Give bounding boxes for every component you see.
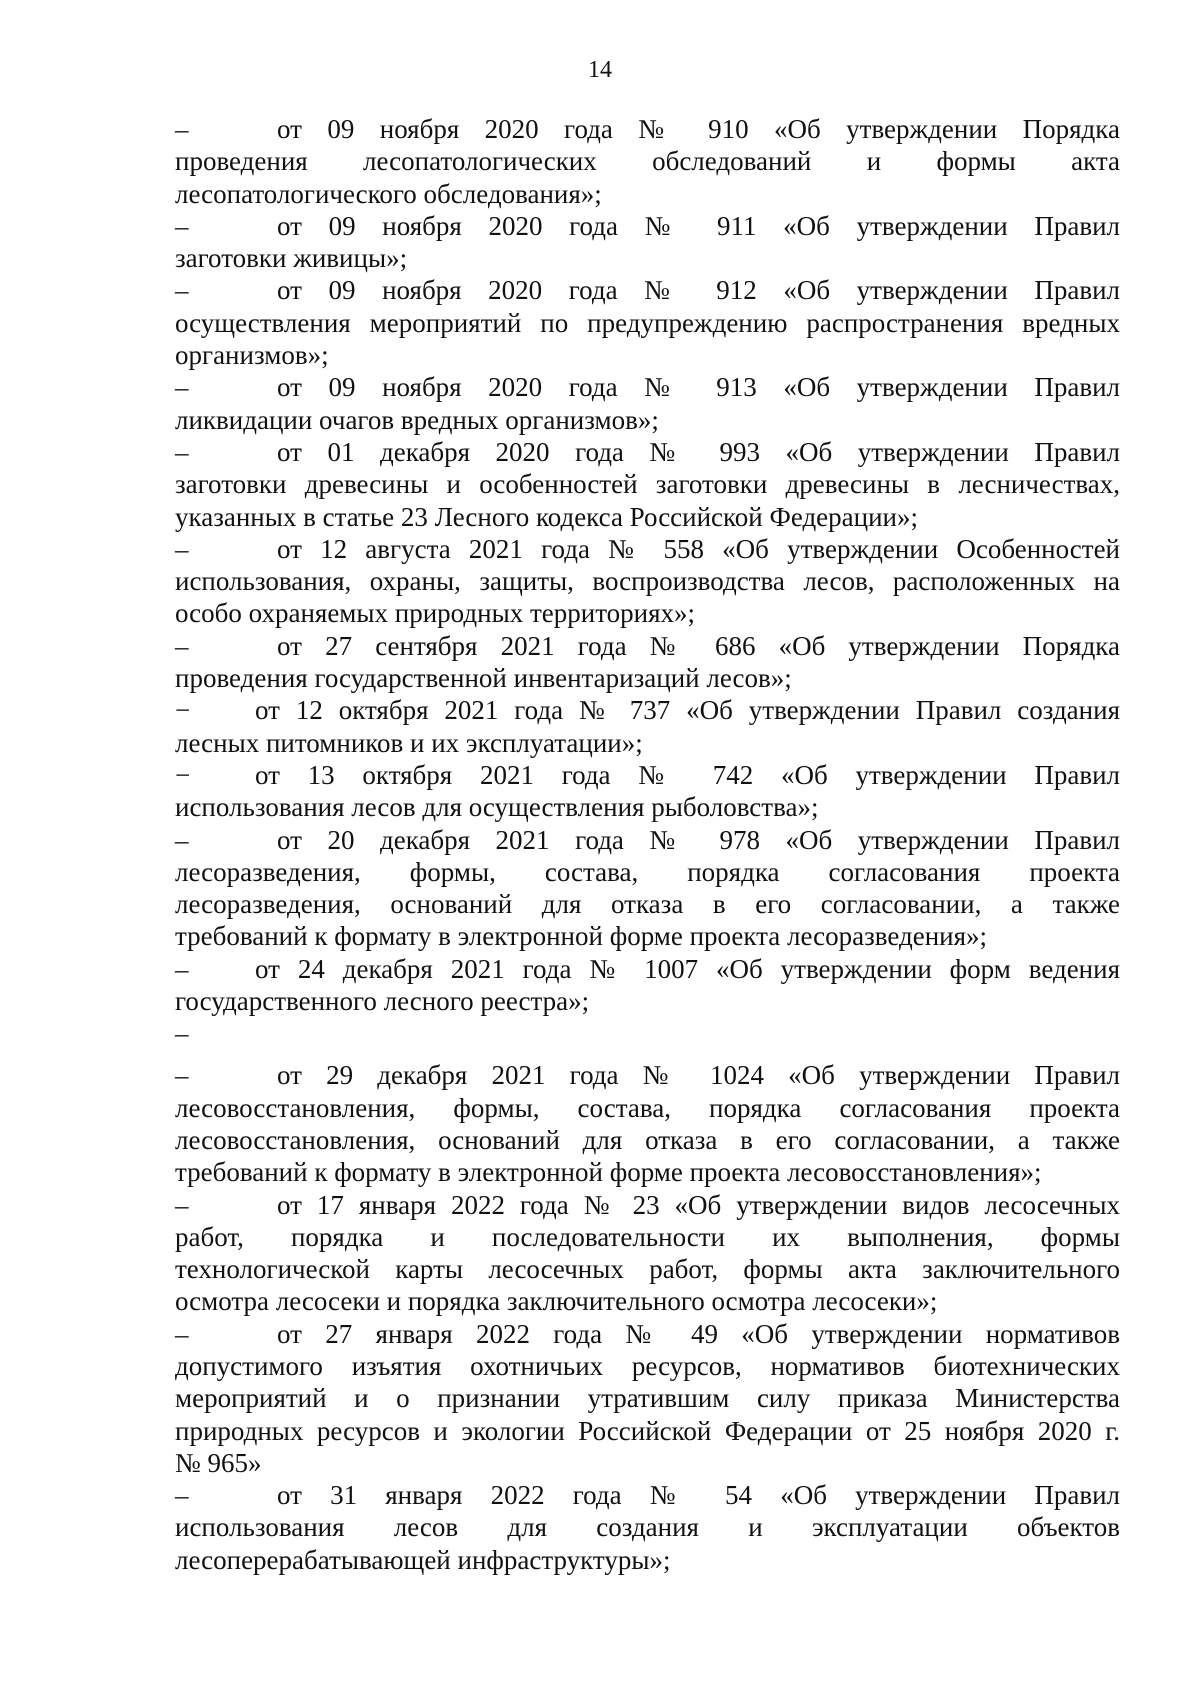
list-item [175,371,1120,436]
text-line: от 12 октября 2021 года № 737 «Об утверждении Правил создания [255,695,1120,726]
list-item [175,1479,1120,1576]
list-item [175,824,1120,953]
dash-marker: – [175,824,189,855]
document-body [175,113,1120,1576]
text-line: от 12 августа 2021 года № 558 «Об утверждении Особенностей [277,533,1120,564]
text-line: от 24 декабря 2021 года № 1007 «Об утверждении форм ведения [255,953,1120,984]
text-line: особо охраняемых природных территориях»; [175,598,696,629]
text-line: государственного лесного реестра»; [175,986,590,1017]
text-line: от 17 января 2022 года № 23 «Об утверждении видов лесосечных [277,1189,1120,1220]
page-number: 14 [588,57,612,83]
text-line: от 09 ноября 2020 года № 911 «Об утверждении Правил [277,210,1120,241]
text-line: использования, охраны, защиты, воспроизводства лесов, расположенных на [175,566,1120,597]
text-line: осмотра лесосеки и порядка заключительного осмотра лесосеки»; [175,1286,938,1317]
text-line: от 27 сентября 2021 года № 686 «Об утверждении Порядка [277,630,1120,661]
dash-marker: – [175,1318,189,1349]
text-line: лесных питомников и их эксплуатации»; [175,727,643,758]
list-item [175,1318,1120,1479]
text-line: заготовки живицы»; [175,243,408,274]
text-line: лесовосстановления, формы, состава, порядка согласования проекта [175,1092,1120,1123]
text-line: использования лесов для создания и эксплуатации объектов [175,1512,1120,1543]
text-line: использования лесов для осуществления рыболовства»; [175,792,819,823]
text-line: лесоразведения, формы, состава, порядка согласования проекта [175,856,1120,887]
text-line: лесовосстановления, оснований для отказа в его согласовании, а также [175,1124,1120,1155]
text-line: лесоперерабатывающей инфраструктуры»; [175,1544,671,1575]
text-line: мероприятий и о признании утратившим силу приказа Министерства [175,1383,1120,1414]
dash-marker: – [175,953,189,984]
dash-marker: – [175,1018,189,1049]
list-item [175,274,1120,371]
list-item [175,113,1120,210]
text-line: технологической карты лесосечных работ, формы акта заключительного [175,1254,1120,1285]
text-line: лесопатологического обследования»; [175,178,602,209]
list-item [175,694,1120,759]
text-line: от 31 января 2022 года № 54 «Об утверждении Правил [277,1480,1120,1511]
text-line: указанных в статье 23 Лесного кодекса Российской Федерации»; [175,501,919,532]
text-line: от 09 ноября 2020 года № 913 «Об утверждении Правил [277,372,1120,403]
text-line: проведения лесопатологических обследований и формы акта [175,146,1120,177]
text-line: ликвидации очагов вредных организмов»; [175,404,659,435]
dash-marker: – [175,114,189,144]
list-item [175,759,1120,824]
dash-marker: – [175,1060,189,1091]
text-line: допустимого изъятия охотничьих ресурсов, нормативов биотехнических [175,1350,1120,1381]
list-item [175,210,1120,275]
text-line: заготовки древесины и особенностей заготовки древесины в лесничествах, [175,469,1120,500]
dash-marker: – [175,436,189,467]
dash-marker: − [175,695,191,726]
text-line: от 01 декабря 2020 года № 993 «Об утверждении Правил [277,436,1120,467]
dash-marker: – [175,1480,189,1511]
text-line: от 27 января 2022 года № 49 «Об утверждении нормативов [277,1318,1120,1349]
text-line: проведения государственной инвентаризаций лесов»; [175,663,792,694]
dash-marker: – [175,533,189,564]
list-item [175,953,1120,1018]
text-line: лесоразведения, оснований для отказа в его согласовании, а также [175,889,1120,920]
dash-marker: – [175,210,189,241]
text-line: работ, порядка и последовательности их выполнения, формы [175,1221,1120,1252]
text-line: от 29 декабря 2021 года № 1024 «Об утверждении Правил [277,1060,1120,1091]
dash-marker: – [175,275,189,306]
list-item [175,436,1120,533]
list-item [175,630,1120,695]
dash-marker: − [175,759,191,790]
text-line: организмов»; [175,340,329,371]
text-line: от 20 декабря 2021 года № 978 «Об утверждении Правил [277,824,1120,855]
list-item [175,1189,1120,1318]
text-line: от 09 ноября 2020 года № 910 «Об утверждении Порядка [277,114,1120,144]
list-item [175,1017,1120,1059]
text-line: требований к формату в электронной форме проекта лесоразведения»; [175,921,988,952]
text-line: от 13 октября 2021 года № 742 «Об утверждении Правил [255,759,1120,790]
list-item [175,533,1120,630]
text-line: от 09 ноября 2020 года № 912 «Об утверждении Правил [277,275,1120,306]
list-item [175,1059,1120,1188]
text-line: № 965» [175,1447,262,1478]
text-line: требований к формату в электронной форме проекта лесовосстановления»; [175,1157,1042,1188]
dash-marker: – [175,372,189,403]
text-line: природных ресурсов и экологии Российской Федерации от 25 ноября 2020 г. [175,1415,1120,1446]
dash-marker: – [175,630,189,661]
text-line: осуществления мероприятий по предупреждению распространения вредных [175,307,1120,338]
dash-marker: – [175,1189,189,1220]
